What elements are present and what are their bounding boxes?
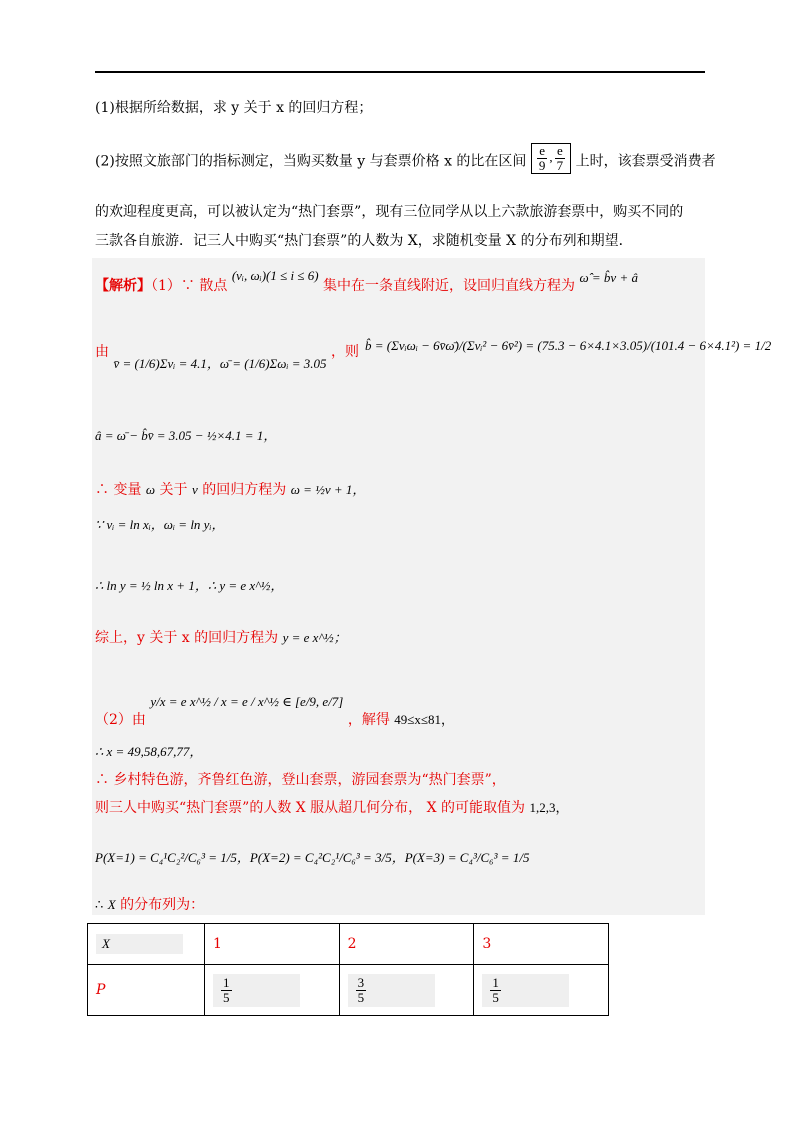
s1-a: （1）∵ 散点 [151,278,228,294]
solution-line7 [95,628,347,648]
s1-b: 集中在一条直线附近，设回归直线方程为 [323,278,576,294]
table-row [88,924,609,965]
s4-b: 关于 [159,482,188,498]
solution-line2 [95,342,359,371]
question-part1: (1)根据所给数据，求 y 关于 x 的回归方程； [95,100,373,116]
s11-b: X 的可能取值为 [426,800,526,816]
s11-a: 则三人中购买“热门套票”的人数 X 服从超几何分布， [95,800,423,816]
solution-line1 [95,268,638,296]
table-value-2: 2 [339,924,474,965]
s5-substitution: ∵ vᵢ = ln xᵢ，ωᵢ = ln yᵢ， [95,517,225,532]
table-row [88,965,609,1016]
s2-slope [365,336,771,356]
s10-hot: ∴ 乡村特色游，齐鲁红色游，登山套票，游园套票为“热门套票”， [95,772,506,788]
s7-a: 综上，y 关于 x 的回归方程为 [95,630,279,646]
question-part2-line1 [95,143,716,178]
interval-right: $\frac{e}{7}$ [556,143,564,173]
table-prob-2: $\frac{3}{5}$ [339,965,474,1016]
question-part2-c: 的欢迎程度更高，可以被认定为“热门套票”，现有三位同学从以上六款旅游套票中，购买不同的 [95,204,684,220]
solution-line8 [95,694,455,730]
question-part2-d: 三款各自旅游．记三人中购买“热门套票”的人数为 X，求随机变量 X 的分布列和期望． [95,233,633,249]
interval-bracket: $\frac{e}{9}$ , $\frac{e}{7}$ [531,143,571,174]
table-head-p: P [88,965,205,1016]
s8-eq: y/x = e x^½ / x = e / x^½ ∈ [e/9, e/7] [150,694,344,709]
s4-a: ∴ 变量 [95,482,142,498]
s6-log-form: ∴ ln y = ½ ln x + 1，∴ y = e x^½， [95,578,284,593]
question-part2-a: (2)按照文旅部门的指标测定，当购买数量 y 与套票价格 x 的比在区间 [95,153,527,170]
s8-res: 49≤x≤81， [394,712,455,727]
distribution-table [87,923,609,1016]
s12-probabilities: P(X=1) = C₄¹C₂²/C₆³ = 1/5，P(X=2) = C₄²C₂¹/C₆³ = 3/5，P(X=3) = C₄³/C₆³ = 1/5 [95,850,530,865]
s4-c: 的回归方程为 [202,482,287,498]
solution-line4: ∴ 变量 ω 关于 v 的回归方程为 ω = ½v + 1， [95,482,366,498]
solution-line11 [95,798,569,818]
solution-tag: 【解析】 [95,278,151,294]
s1-eq: ω̂ = b̂v + â [579,270,638,285]
table-prob-3: $\frac{1}{5}$ [474,965,609,1016]
solution-line13: ∴ X 的分布列为： [95,897,205,913]
s7-eq: y = e x^½； [282,630,347,645]
question-part2-b: 上时，该套票受消费者 [575,153,716,170]
s3-intercept: â = ω̄ − b̂v̄ = 3.05 − ½×4.1 = 1， [95,428,277,443]
table-value-3: 3 [474,924,609,965]
s4-eq: ω = ½v + 1， [290,482,366,497]
table-value-1: 1 [205,924,340,965]
s8-lead: （2）由 [95,712,146,728]
s11-vals: 1,2,3， [529,800,569,815]
table-prob-1: $\frac{1}{5}$ [205,965,340,1016]
header-rule [95,71,705,73]
interval-left: $\frac{e}{9}$ [538,143,546,173]
s2-slope-formula: b̂ = (Σvᵢωᵢ − 6v̄ω̄)/(Σvᵢ² − 6v̄²) = (75.3 − 6×4.1×3.05)/(101.4 − 6×4.1²) = 1/2 [365,338,772,353]
s1-points: (vᵢ, ωᵢ)(1 ≤ i ≤ 6) [231,268,319,283]
s2-means: v̄ = (1/6)Σvᵢ = 4.1，ω̄ = (1/6)Σωᵢ = 3.05 [113,356,327,371]
s2-lead: 由 [95,344,109,360]
table-head-x: X [88,924,205,965]
s9-values: ∴ x = 49,58,67,77， [95,744,203,759]
s8-b: ，解得 [347,712,390,728]
s2-then: ，则 [331,344,359,360]
